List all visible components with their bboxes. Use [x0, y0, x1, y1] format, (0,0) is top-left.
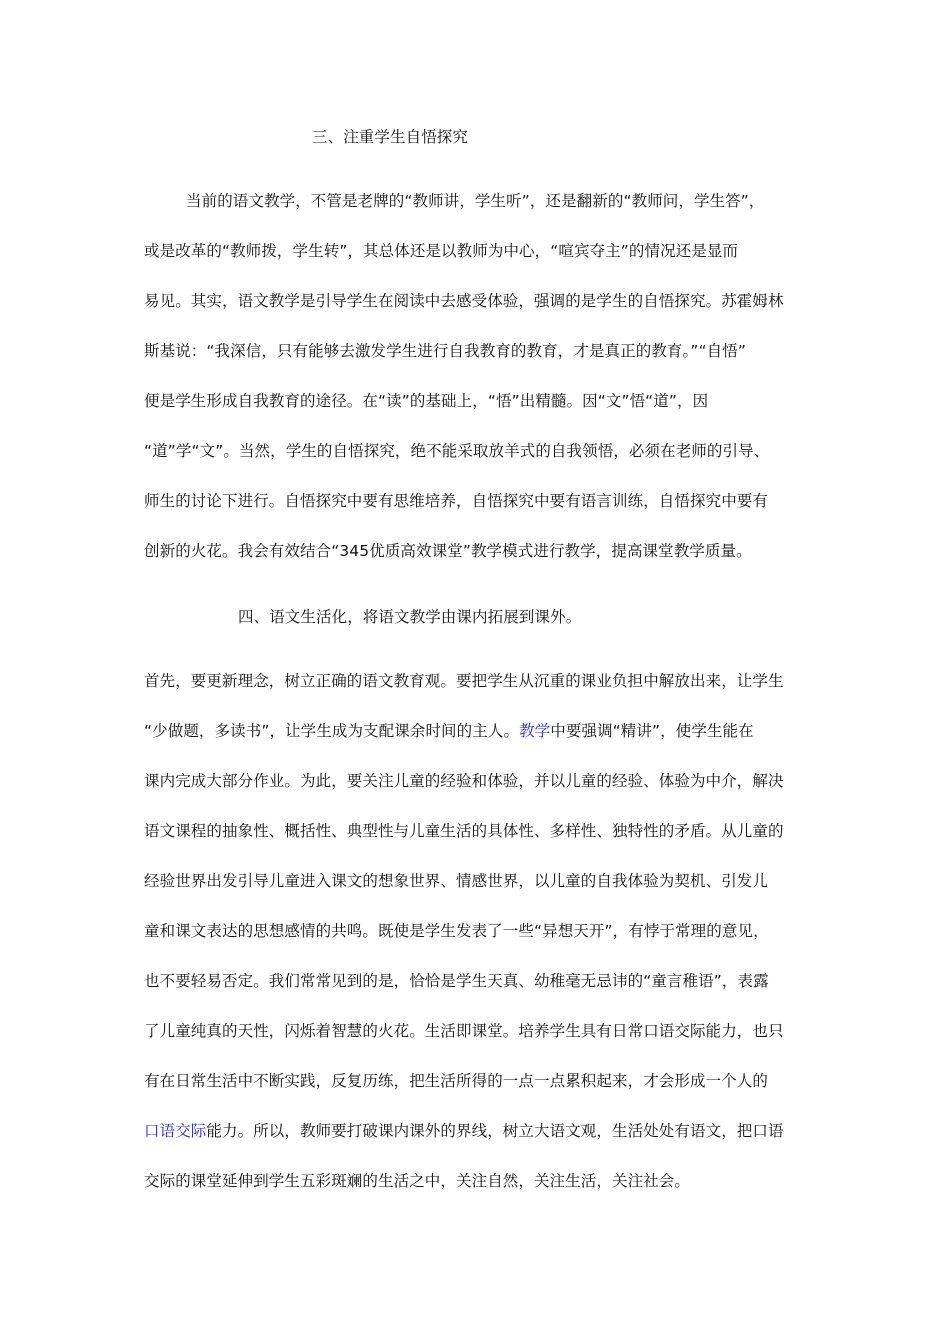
section-4-line-7: 也不要轻易否定。我们常常见到的是，恰恰是学生天真、幼稚毫无忌讳的“童言稚语”，表露	[144, 972, 769, 990]
section-4-line-10-text-after: 能力。所以，教师要打破课内课外的界线，树立大语文观，生活处处有语文，把口语	[206, 1122, 784, 1140]
section-3-line-8: 创新的火花。我会有效结合“345优质高效课堂”教学模式进行教学，提高课堂教学质量。	[144, 542, 752, 560]
section-4-line-2	[144, 720, 824, 742]
section-3-line-6: “道”学“文”。当然，学生的自悟探究，绝不能采取放羊式的自我领悟，必须在老师的引导、	[144, 442, 770, 460]
section-4-line-9: 有在日常生活中不断实践，反复历练，把生活所得的一点一点累积起来，才会形成一个人的	[144, 1072, 769, 1090]
jiaoxue-link[interactable]: 教学	[519, 722, 551, 740]
section-3-line-5: 便是学生形成自我教育的途径。在“读”的基础上，“悟”出精髓。因“文”悟“道”，因	[144, 392, 709, 410]
section-3-line-7: 师生的讨论下进行。自悟探究中要有思维培养，自悟探究中要有语言训练，自悟探究中要有	[144, 492, 769, 510]
section-4-line-11: 交际的课堂延伸到学生五彩斑斓的生活之中，关注自然，关注生活，关注社会。	[144, 1172, 691, 1190]
section-3-line-1: 当前的语文教学，不管是老牌的“教师讲，学生听”，还是翻新的“教师问，学生答”，	[186, 192, 765, 210]
section-3-line-3: 易见。其实，语文教学是引导学生在阅读中去感受体验，强调的是学生的自悟探究。苏霍姆林	[144, 292, 784, 310]
section-4-line-2-text-after: 中要强调“精讲”，使学生能在	[550, 722, 754, 740]
section-3-line-2: 或是改革的“教师拨，学生转”，其总体还是以教师为中心，“喧宾夺主”的情况还是显而	[144, 242, 739, 260]
section-4-line-2-text-before: “少做题，多读书”，让学生成为支配课余时间的主人。	[144, 722, 520, 740]
section-4-line-5: 经验世界出发引导儿童进入课文的想象世界、情感世界，以儿童的自我体验为契机、引发儿	[144, 872, 769, 890]
kouyu-jiaoji-link[interactable]: 口语交际	[144, 1122, 207, 1140]
section-4-line-6: 童和课文表达的思想感情的共鸣。既使是学生发表了一些“异想天开”，有悖于常理的意见，	[144, 922, 769, 940]
section-4-line-10	[144, 1120, 824, 1142]
section-4-line-4: 语文课程的抽象性、概括性、典型性与儿童生活的具体性、多样性、独特性的矛盾。从儿童的	[144, 822, 784, 840]
section-3-heading: 三、注重学生自悟探究	[312, 128, 469, 146]
section-4-heading: 四、语文生活化，将语文教学由课内拓展到课外。	[238, 608, 582, 626]
section-4-line-8: 了儿童纯真的天性，闪烁着智慧的火花。生活即课堂。培养学生具有日常口语交际能力，也只	[144, 1022, 784, 1040]
section-3-line-4: 斯基说：“我深信，只有能够去激发学生进行自我教育的教育，才是真正的教育。”“自悟”	[144, 342, 746, 360]
section-4-line-3: 课内完成大部分作业。为此，要关注儿童的经验和体验，并以儿童的经验、体验为中介，解决	[144, 772, 784, 790]
section-4-line-1: 首先，要更新理念，树立正确的语文教育观。要把学生从沉重的课业负担中解放出来，让学生	[144, 672, 784, 690]
